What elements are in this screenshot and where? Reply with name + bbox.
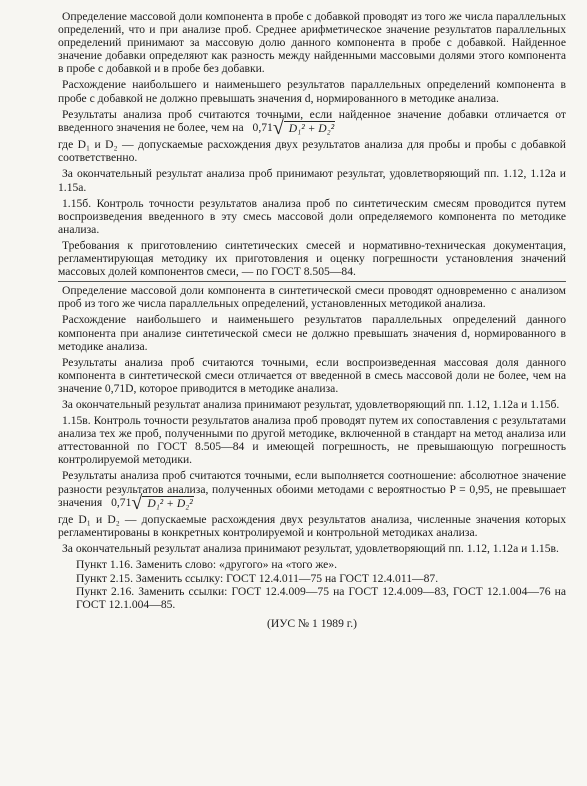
source-reference: (ИУС № 1 1989 г.)	[266, 616, 358, 630]
paragraph-final-result-15v: За окончательный результат анализа принимают результат, удовлетворяющий пп. 1.12, 1.12а и 1.15в.	[62, 542, 559, 556]
paragraph-divergence-synthetic: Расхождение наибольшего и наименьшего результатов параллельных определений данного компонента при анализе синтетической смеси не должно превышать значения d, нормированного в методике анализа.	[58, 313, 566, 353]
amendment-item-2-15: Пункт 2.15. Заменить ссылку: ГОСТ 12.4.011—75 на ГОСТ 12.4.011—87.	[76, 571, 439, 585]
amendment-item-2-16: Пункт 2.16. Заменить ссылки: ГОСТ 12.4.009—75 на ГОСТ 12.4.009—83, ГОСТ 12.1.004—76 на ГОСТ 12.1.004—85.	[76, 584, 566, 611]
comparison-tolerance-formula	[107, 491, 194, 514]
paragraph-synthetic-requirements: Требования к приготовлению синтетических смесей и нормативно-техническая документация, регламентирующая методику их приготовления и оценку погрешности установления значений массовых долей компонентов смеси, — по ГОСТ 8.505—84.	[58, 238, 566, 279]
accuracy-comparison-text: Результаты анализа проб считаются точными, если выполняется соотношение: абсолютное значение разности результатов анализа, полученных обоими методами с вероятностью P = 0,95, не превышает значения	[58, 469, 566, 509]
paragraph-d1-d2-methods: где D₁ и D₂ — допускаемые расхождения двух результатов анализа, численные значения которых регламентированы в конкретных контролируемой и контрольной методиках анализа.	[58, 513, 566, 540]
paragraph-d1-d2-definition: где D₁ и D₂ — допускаемые расхождения двух результатов анализа для пробы и пробы с добавкой соответственно.	[58, 138, 566, 165]
paragraph-final-result-15b: За окончательный результат анализа принимают результат, удовлетворяющий пп. 1.12, 1.12а и 1.15б.	[62, 397, 560, 411]
formula-coefficient: 0,71	[111, 495, 132, 509]
paragraph-synthetic-determination: Определение массовой доли компонента в синтетической смеси проводят одновременно с анализом проб из того же числа параллельных определений, установленных методикой анализа.	[58, 284, 566, 311]
accuracy-additive-text: Результаты анализа проб считаются точными, если найденное значение добавки отличается от введенного значения не более, чем на	[58, 107, 566, 134]
paragraph-sample-with-additive: Определение массовой доли компонента в пробе с добавкой проводят из того же числа параллельных определений, что и при анализе проб. Среднее арифметическое значение результатов параллельных определений принимают за массовую долю данного компонента в пробе с добавкой. Найденное значение добавки определяют как разность между найденными массовыми долями этого компонента в пробе с добавкой и в пробе без добавки.	[58, 10, 566, 76]
sqrt-sign-icon: √	[131, 491, 143, 514]
amendment-item-1-16: Пункт 1.16. Заменить слово: «другого» на «того же».	[76, 558, 338, 572]
tolerance-formula	[249, 116, 336, 139]
paragraph-final-result-15a: За окончательный результат анализа проб принимают результат, удовлетворяющий пп. 1.12, 1.12а и 1.15а.	[58, 167, 566, 194]
formula-coefficient: 0,71	[252, 120, 273, 134]
formula-radicand: D₁² + D₂²	[284, 121, 335, 135]
paragraph-accuracy-comparison	[58, 469, 566, 514]
paragraph-1-15b: 1.15б. Контроль точности результатов анализа проб по синтетическим смесям проводится путем воспроизведения введенного в эту смесь массовой доли определяемого компонента по методике анализа.	[58, 196, 566, 236]
paragraph-accuracy-synthetic: Результаты анализа проб считаются точными, если воспроизведенная массовая доля данного компонента в синтетической смеси отличается от введенной в смесь массовой доли не более, чем на значение 0,71D, которое приводится в методике анализа.	[58, 355, 566, 395]
sqrt-sign-icon: √	[272, 116, 284, 139]
paragraph-1-15v: 1.15в. Контроль точности результатов анализа проб проводят путем их сопоставления с результатами анализа тех же проб, полученными по другой методике, включенной в стандарт на метод анализа или аттестованной по ГОСТ 8.505—84 и имеющей погрешность, не превышающую погрешность контролируемой методики.	[58, 414, 566, 467]
paragraph-accuracy-additive	[58, 107, 566, 139]
paragraph-divergence-additive: Расхождение наибольшего и наименьшего результатов параллельных определений компонента в пробе с добавкой не должно превышать значения d, нормированного в методике анализа.	[58, 78, 566, 105]
formula-radicand: D₁² + D₂²	[142, 496, 193, 510]
